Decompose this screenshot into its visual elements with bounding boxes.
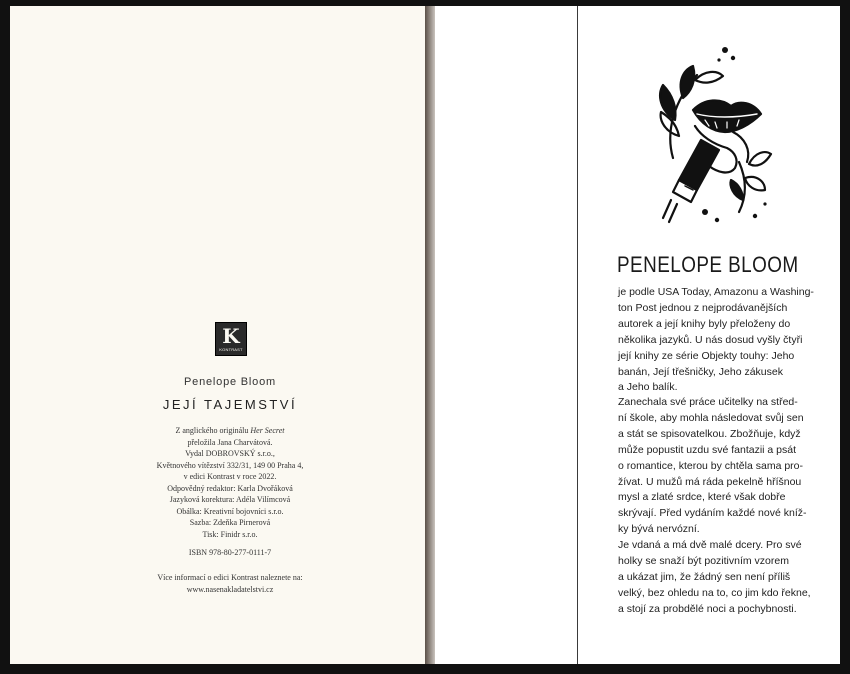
kontrast-logo <box>215 322 247 356</box>
imprint-title: JEJÍ TAJEMSTVÍ <box>162 397 298 412</box>
author-bio-heading: PENELOPE BLOOM <box>617 252 799 277</box>
bio-line: Je vdaná a má dvě malé dcery. Pro své <box>618 539 802 551</box>
bio-line: žívat. U mužů má ráda pekelně hříšnou <box>618 475 802 488</box>
credit-line: Odpovědný redaktor: Karla Dvořáková <box>167 483 293 493</box>
bio-line: a stát se spisovatelkou. Zbožňuje, když <box>618 427 801 440</box>
publisher-website: www.nasenakladatelstvi.cz <box>186 584 274 594</box>
bio-line: ní škole, aby mohla následovat svůj sen <box>618 411 804 424</box>
bio-line: a stojí za probdělé noci a pochybnosti. <box>618 602 797 615</box>
bio-line: a ukázat jim, že žádný sen není příliš <box>618 570 791 583</box>
bio-line: její knihy ze série Objekty touhy: Jeho <box>618 349 795 362</box>
credit-original-line <box>110 425 350 437</box>
logo-letter: K <box>222 324 240 348</box>
bio-line: holky se snaží být pozitivním vzorem <box>618 554 789 567</box>
bio-line: a Jeho balík. <box>618 381 678 394</box>
bio-line: je podle USA Today, Amazonu a Washing- <box>618 286 814 298</box>
bio-line: skrývají. Před vydáním každé nové kníž- <box>618 507 807 520</box>
bio-line: ky bývá nervózní. <box>618 523 700 536</box>
bio-line: autorek a její knihy byly přeloženy do <box>618 317 791 330</box>
credit-line: v edici Kontrast v roce 2022. <box>183 472 277 481</box>
lips-lipstick-leaves-illustration <box>635 40 775 230</box>
credit-line: Jazyková korektura: Adéla Vilímcová <box>169 495 291 504</box>
credit-original-title: Her Secret <box>250 426 285 435</box>
more-info <box>110 572 350 595</box>
page-fold-line <box>577 6 578 664</box>
credit-line: přeložila Jana Charvátová. <box>187 437 273 447</box>
author-bio-paragraph-2 <box>618 395 807 538</box>
credit-line: Sazba: Zdeňka Pirnerová <box>189 518 271 527</box>
imprint-author: Penelope Bloom <box>184 376 276 388</box>
book-gutter-shadow <box>425 6 435 664</box>
more-info-line: Více informací o edici Kontrast naleznete na: <box>157 573 303 582</box>
author-bio-paragraph-1 <box>618 285 814 396</box>
bio-line: Zanechala své práce učitelky na střed- <box>618 396 798 408</box>
bio-line: ton Post jednou z nejprodávanějších <box>618 301 788 314</box>
credit-line: Tisk: Finidr s.r.o. <box>202 529 258 539</box>
bio-line: mysl a zlaté srdce, které však dobře <box>618 491 786 504</box>
credit-line: Květnového vítězství 332/31, 149 00 Praha 4, <box>156 460 304 470</box>
bio-line: několika jazyků. U nás dosud vyšly čtyři <box>618 333 803 346</box>
bio-line: o romantice, kterou by chtěla sama pro- <box>618 459 804 472</box>
credit-line: Obálka: Kreativní bojovníci s.r.o. <box>176 506 284 516</box>
logo-word: KONTRAST <box>219 347 243 352</box>
credit-original-prefix: Z anglického originálu <box>175 426 251 435</box>
isbn: ISBN 978-80-277-0111-7 <box>188 548 272 557</box>
imprint-credits <box>110 425 350 540</box>
author-bio-paragraph-3 <box>618 538 811 618</box>
credit-line: Vydal DOBROVSKÝ s.r.o., <box>185 449 275 458</box>
bio-line: banán, Její třešničky, Jeho zákusek <box>618 365 783 378</box>
bio-line: velký, bez ohledu na to, co jim kdo řekne, <box>618 586 811 599</box>
bio-line: může popustit uzdu své fantazii a psát <box>618 443 797 456</box>
